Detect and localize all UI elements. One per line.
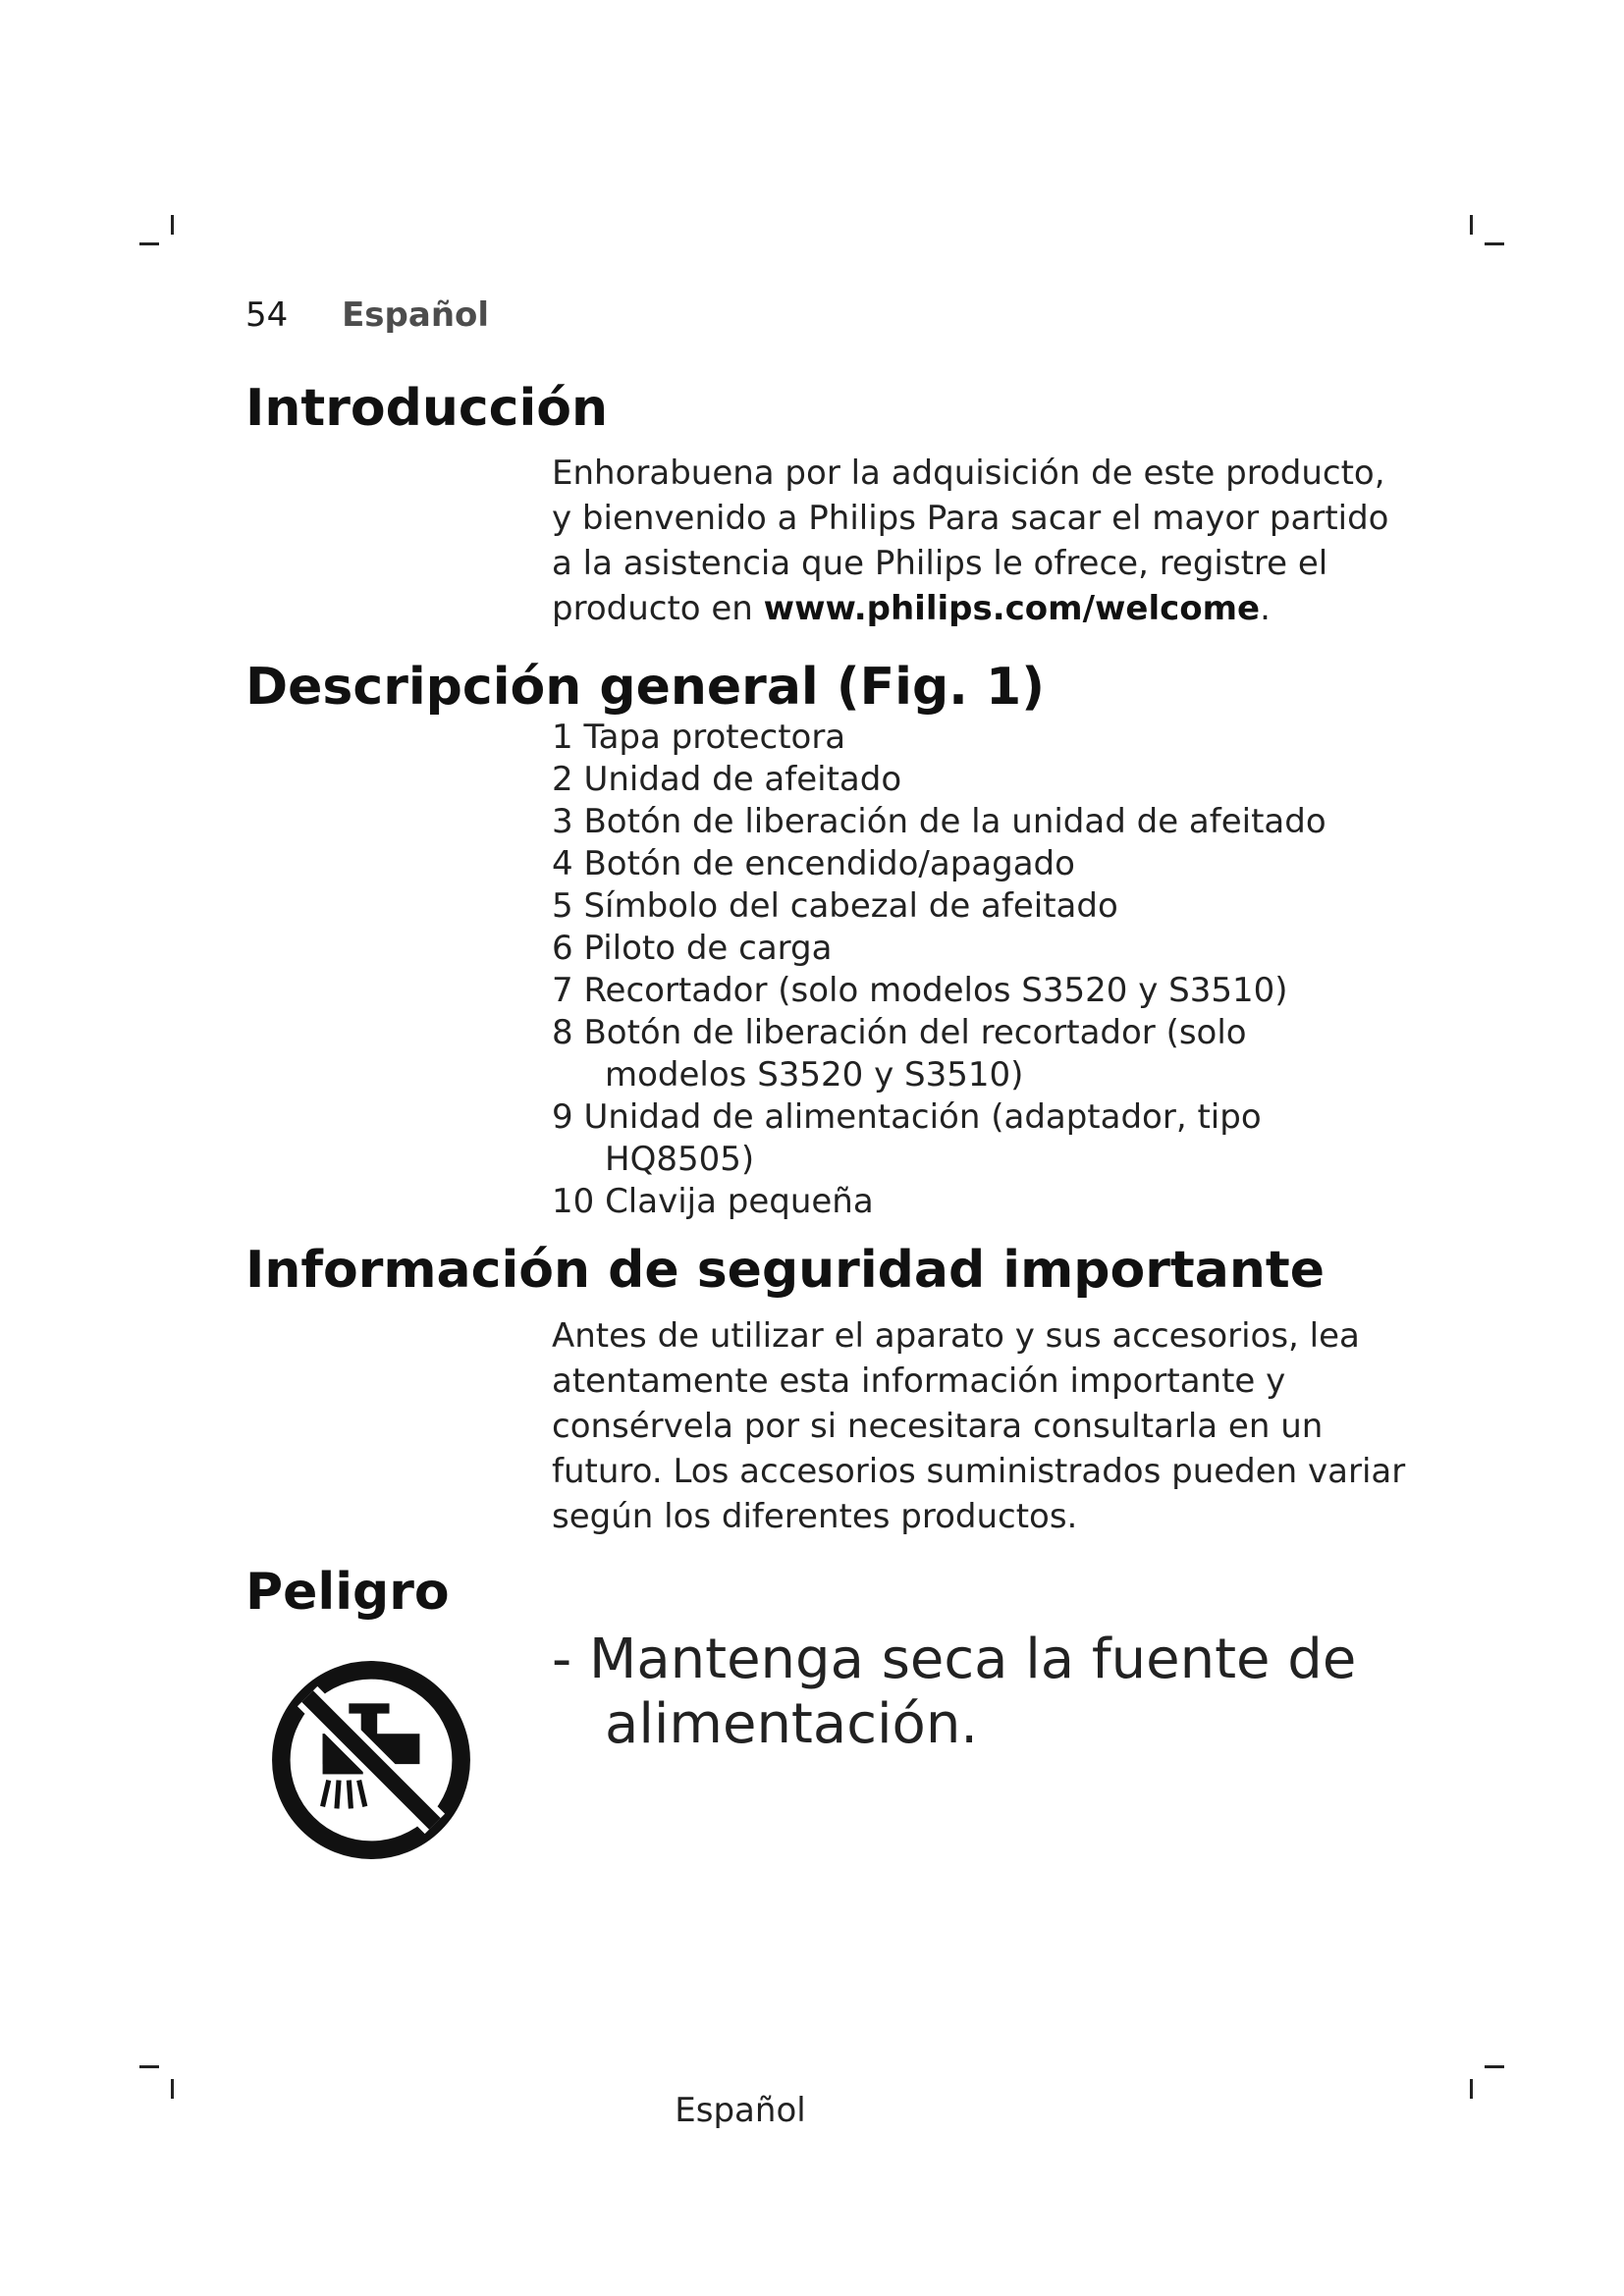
safety-line: futuro. Los accesorios suministrados pueden variar xyxy=(552,1452,1406,1491)
crop-mark xyxy=(1470,215,1473,235)
safety-line: consérvela por si necesitara consultarla en un xyxy=(552,1407,1324,1446)
list-item xyxy=(552,1096,1435,1181)
intro-line-prefix: producto en xyxy=(552,589,764,628)
intro-line: y bienvenido a Philips Para sacar el mayor partido xyxy=(552,499,1389,538)
safety-line: según los diferentes productos. xyxy=(552,1497,1078,1536)
list-item-text: 10 Clavija pequeña xyxy=(552,1182,874,1221)
list-item-continuation: HQ8505) xyxy=(605,1140,755,1179)
intro-line: Enhorabuena por la adquisición de este producto, xyxy=(552,454,1385,493)
header-language: Español xyxy=(342,295,490,335)
list-item xyxy=(552,1181,1435,1223)
list-item xyxy=(552,885,1435,928)
overview-heading: Descripción general (Fig. 1) xyxy=(245,658,1045,717)
crop-mark xyxy=(139,242,159,245)
safety-line: atentamente esta información importante y xyxy=(552,1362,1286,1401)
page-number: 54 xyxy=(245,295,289,335)
parts-list xyxy=(552,717,1435,1223)
danger-heading: Peligro xyxy=(245,1563,450,1622)
intro-line: a la asistencia que Philips le ofrece, registre el xyxy=(552,544,1328,583)
list-item xyxy=(552,801,1435,843)
list-item-text: 4 Botón de encendido/apagado xyxy=(552,844,1075,883)
list-item-text: 9 Unidad de alimentación (adaptador, tipo xyxy=(552,1097,1262,1137)
crop-mark xyxy=(171,215,174,235)
list-item xyxy=(552,970,1435,1012)
danger-item-continuation: alimentación. xyxy=(605,1692,979,1756)
page-footer: Español xyxy=(675,2091,806,2130)
list-item-continuation: modelos S3520 y S3510) xyxy=(605,1055,1024,1095)
list-item xyxy=(552,717,1435,759)
safety-heading: Información de seguridad importante xyxy=(245,1241,1325,1300)
crop-mark xyxy=(1485,242,1504,245)
list-item-text: 6 Piloto de carga xyxy=(552,929,833,968)
list-item xyxy=(552,928,1435,970)
list-item xyxy=(552,759,1435,801)
intro-line-suffix: . xyxy=(1260,589,1271,628)
safety-paragraph xyxy=(552,1313,1406,1539)
intro-line xyxy=(552,586,1406,631)
list-item-text: 7 Recortador (solo modelos S3520 y S3510) xyxy=(552,971,1288,1010)
list-item-text: 1 Tapa protectora xyxy=(552,718,846,757)
running-header xyxy=(245,291,489,340)
danger-list-item xyxy=(552,1628,1534,1757)
crop-mark xyxy=(139,2065,159,2068)
intro-heading: Introducción xyxy=(245,379,609,438)
list-item-text: 8 Botón de liberación del recortador (solo xyxy=(552,1013,1247,1052)
list-item-text: 2 Unidad de afeitado xyxy=(552,760,902,799)
no-water-tap-icon xyxy=(270,1659,472,1861)
intro-paragraph xyxy=(552,451,1406,631)
danger-item-line: - Mantenga seca la fuente de xyxy=(552,1628,1357,1691)
list-item xyxy=(552,1012,1435,1096)
list-item xyxy=(552,843,1435,885)
crop-mark xyxy=(1485,2065,1504,2068)
safety-line: Antes de utilizar el aparato y sus accesorios, lea xyxy=(552,1316,1360,1356)
list-item-text: 3 Botón de liberación de la unidad de afeitado xyxy=(552,802,1326,841)
list-item-text: 5 Símbolo del cabezal de afeitado xyxy=(552,886,1118,926)
welcome-url-link[interactable]: www.philips.com/welcome xyxy=(763,589,1261,628)
